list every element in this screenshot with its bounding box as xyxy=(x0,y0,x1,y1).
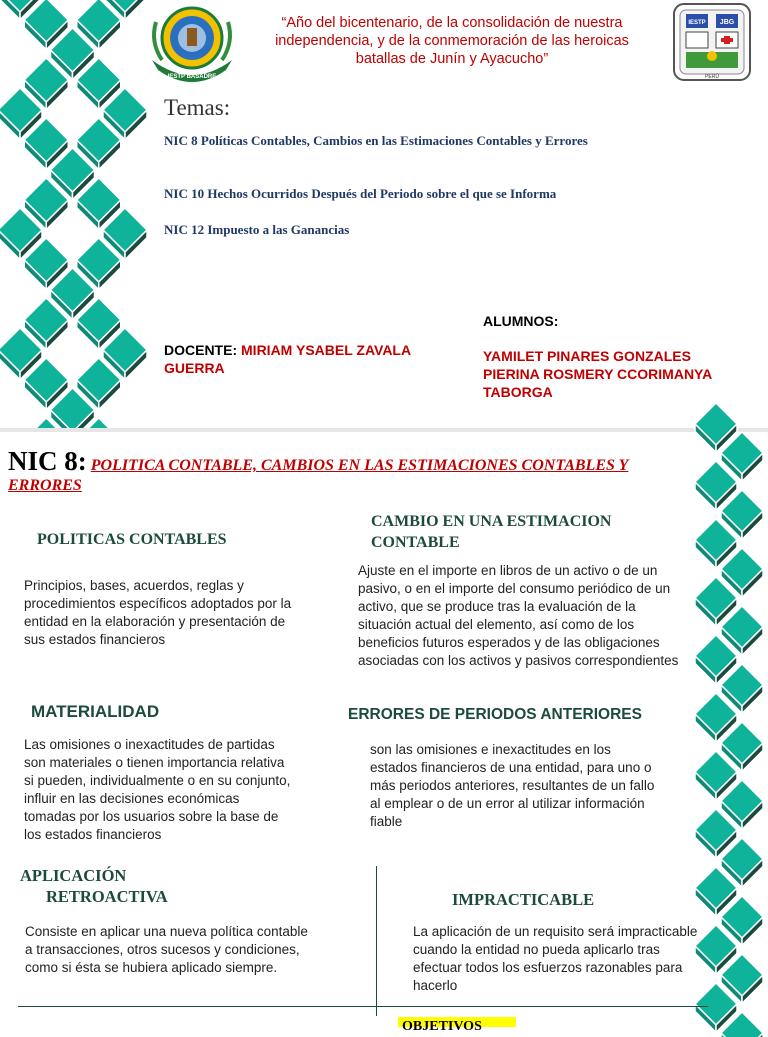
nic8-slide xyxy=(0,432,768,1034)
seal-left-text: IESTP BASADRE xyxy=(167,74,217,80)
impracticable-text: La aplicación de un requisito será impracticable cuando la entidad no pueda aplicarlo tras efectuar todos los esfuerzos razonables para hacerlo xyxy=(413,924,698,993)
docente-name: MIRIAM YSABEL ZAVALA GUERRA xyxy=(164,342,411,376)
cambio-text: Ajuste en el importe en libros de un activo o de un pasivo, o en el importe del consumo periódico de un activo, que se produce tras la evaluación de la situación actual del elemento, así como de los beneficios futuros esperados y de las obligaciones asociadas con los activos y pasivos correspondientes xyxy=(358,563,679,668)
politicas-heading: POLITICAS CONTABLES xyxy=(37,531,227,548)
errores-heading: ERRORES DE PERIODOS ANTERIORES xyxy=(348,706,642,723)
cambio-heading: CAMBIO EN UNA ESTIMACION CONTABLE xyxy=(371,513,612,551)
nic8-title xyxy=(8,446,668,495)
seal-right-text-top: IESTP xyxy=(688,20,706,26)
tema-item: NIC 8 Políticas Contables, Cambios en las Estimaciones Contables y Errores xyxy=(164,133,588,148)
cover-slide xyxy=(0,0,768,432)
impracticable-heading: IMPRACTICABLE xyxy=(452,890,595,909)
seal-right-text-bottom: PERÚ xyxy=(705,74,719,80)
alumno-name: YAMILET PINARES GONZALES xyxy=(483,348,691,364)
aplicacion-heading-line1: APLICACIÓN xyxy=(20,866,127,885)
tema-item: NIC 10 Hechos Ocurridos Después del Periodo sobre el que se Informa xyxy=(164,186,557,201)
institute-seal-right xyxy=(672,2,752,82)
motto-text: “Año del bicentenario, de la consolidación de nuestra independencia, y de la conmemoración de las heroicas batallas de Junín y Ayacucho” xyxy=(275,15,629,67)
alumno-name: PIERINA ROSMERY CCORIMANYA TABORGA xyxy=(483,366,712,400)
section-divider-vertical xyxy=(376,866,377,1016)
section-divider-horizontal xyxy=(18,1006,708,1007)
aplicacion-text: Consiste en aplicar una nueva política contable a transacciones, otros sucesos y condiciones, como si ésta se hubiera aplicado siempre. xyxy=(25,924,308,975)
politicas-text: Principios, bases, acuerdos, reglas y procedimientos específicos adoptados por la entidad en la elaboración y presentación de sus estados financieros xyxy=(24,578,292,647)
temas-title: Temas: xyxy=(164,95,231,120)
alumnos-list xyxy=(483,347,743,401)
materialidad-heading: MATERIALIDAD xyxy=(31,702,160,721)
materialidad-text: Las omisiones o inexactitudes de partidas son materiales o tienen importancia relativa si pueden, individualmente o en su conjunto, influir en las decisiones económicas tomadas por los usuarios sobre la base de los estados financieros xyxy=(24,737,291,842)
docente-label: DOCENTE: xyxy=(164,342,238,358)
tema-item: NIC 12 Impuesto a las Ganancias xyxy=(164,222,350,237)
aplicacion-heading xyxy=(20,865,210,907)
ribbon-decoration-left xyxy=(0,0,150,432)
nic8-subtitle: POLITICA CONTABLE, CAMBIOS EN LAS ESTIMACIONES CONTABLES Y ERRORES xyxy=(8,457,629,494)
aplicacion-heading-line2: RETROACTIVA xyxy=(46,887,168,906)
seal-right-text-mid: JBG xyxy=(719,19,735,26)
institute-seal-left xyxy=(146,2,238,84)
objetivos-label: OBJETIVOS xyxy=(398,1017,516,1027)
nic8-code: NIC 8: xyxy=(8,446,87,476)
errores-text: son las omisiones e inexactitudes en los estados financieros de una entidad, para uno o más periodos anteriores, resultantes de un fallo al emplear o de un error al utilizar información fiable xyxy=(370,742,655,829)
alumnos-label: ALUMNOS: xyxy=(483,313,559,329)
docente-block xyxy=(164,341,424,377)
